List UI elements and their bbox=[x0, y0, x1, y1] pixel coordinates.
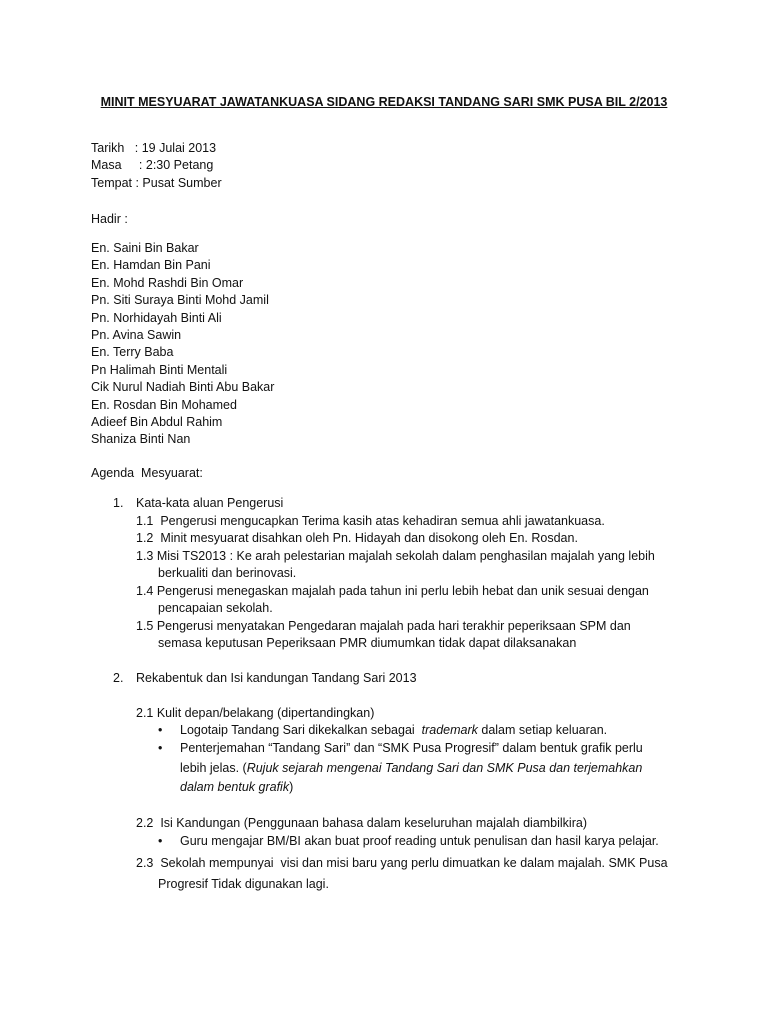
bullet-text-line3-post: ) bbox=[289, 780, 294, 794]
section-2-3-cont: Progresif Tidak digunakan lagi. bbox=[158, 877, 329, 891]
agenda-1-5: 1.5 Pengerusi menyatakan Pengedaran majalah pada hari terakhir peperiksaan SPM dan bbox=[136, 619, 631, 633]
bullet-icon: • bbox=[158, 723, 163, 737]
bullet-text-line3-italic: dalam bentuk grafik bbox=[180, 780, 290, 794]
attendee: Pn. Norhidayah Binti Ali bbox=[91, 310, 222, 325]
bullet-logotaip bbox=[158, 722, 607, 739]
agenda-1-number: 1. bbox=[113, 496, 124, 510]
bullet-text-line2-pre: lebih jelas. ( bbox=[180, 761, 247, 775]
agenda-1-3-cont: berkualiti dan berinovasi. bbox=[158, 566, 297, 580]
agenda-1-2: 1.2 Minit mesyuarat disahkan oleh Pn. Hidayah dan disokong oleh En. Rosdan. bbox=[136, 531, 578, 545]
attendee: En. Rosdan Bin Mohamed bbox=[91, 397, 237, 412]
attendee: Pn. Siti Suraya Binti Mohd Jamil bbox=[91, 293, 269, 308]
bullet-icon: • bbox=[158, 834, 163, 848]
meta-tempat: Tempat : Pusat Sumber bbox=[91, 175, 222, 190]
section-2-3: 2.3 Sekolah mempunyai visi dan misi baru yang perlu dimuatkan ke dalam majalah. SMK Pusa bbox=[136, 856, 668, 870]
agenda-label: Agenda Mesyuarat: bbox=[91, 466, 203, 480]
attendee: En. Terry Baba bbox=[91, 345, 174, 360]
attendee: Cik Nurul Nadiah Binti Abu Bakar bbox=[91, 380, 275, 395]
agenda-1-1: 1.1 Pengerusi mengucapkan Terima kasih atas kehadiran semua ahli jawatankuasa. bbox=[136, 514, 605, 528]
agenda-1-title: Kata-kata aluan Pengerusi bbox=[136, 496, 284, 510]
section-2-2: 2.2 Isi Kandungan (Penggunaan bahasa dalam keseluruhan majalah diambilkira) bbox=[136, 816, 587, 830]
bullet-penterjemahan bbox=[158, 740, 643, 757]
bullet-text: Guru mengajar BM/BI akan buat proof reading untuk penulisan dan hasil karya pelajar. bbox=[180, 834, 659, 848]
bullet-penterjemahan-line3 bbox=[180, 779, 293, 796]
hadir-label: Hadir : bbox=[91, 212, 128, 226]
section-2-1: 2.1 Kulit depan/belakang (dipertandingkan) bbox=[136, 706, 375, 720]
bullet-text-pre: Logotaip Tandang Sari dikekalkan sebagai bbox=[180, 723, 422, 737]
attendee-list bbox=[91, 240, 274, 449]
attendee: Pn Halimah Binti Mentali bbox=[91, 362, 228, 377]
attendee: Adieef Bin Abdul Rahim bbox=[91, 415, 223, 430]
attendee: En. Saini Bin Bakar bbox=[91, 241, 199, 255]
meta-tarikh: Tarikh : 19 Julai 2013 bbox=[91, 141, 217, 155]
meta-block bbox=[91, 140, 222, 192]
agenda-1-3: 1.3 Misi TS2013 : Ke arah pelestarian majalah sekolah dalam penghasilan majalah yang lebih bbox=[136, 549, 655, 563]
bullet-guru bbox=[158, 833, 659, 850]
agenda-2-title: Rekabentuk dan Isi kandungan Tandang Sari 2013 bbox=[136, 671, 417, 685]
meta-masa: Masa : 2:30 Petang bbox=[91, 158, 214, 173]
agenda-1-5-cont: semasa keputusan Peperiksaan PMR diumumkan tidak dapat dilaksanakan bbox=[158, 636, 577, 650]
bullet-penterjemahan-line2 bbox=[180, 760, 642, 777]
attendee: En. Mohd Rashdi Bin Omar bbox=[91, 275, 244, 290]
agenda-1-4: 1.4 Pengerusi menegaskan majalah pada tahun ini perlu lebih hebat dan unik sesuai dengan bbox=[136, 584, 649, 598]
agenda-1-4-cont: pencapaian sekolah. bbox=[158, 601, 273, 615]
attendee: Pn. Avina Sawin bbox=[91, 328, 182, 343]
bullet-text-line1: Penterjemahan “Tandang Sari” dan “SMK Pusa Progresif” dalam bentuk grafik perlu bbox=[180, 741, 643, 755]
attendee: Shaniza Binti Nan bbox=[91, 432, 191, 447]
attendee: En. Hamdan Bin Pani bbox=[91, 258, 211, 273]
bullet-icon: • bbox=[158, 741, 163, 755]
bullet-text-trademark: trademark bbox=[421, 723, 478, 737]
agenda-2-number: 2. bbox=[113, 671, 124, 685]
document-title: MINIT MESYUARAT JAWATANKUASA SIDANG REDAKSI TANDANG SARI SMK PUSA BIL 2/2013 bbox=[100, 95, 668, 109]
bullet-text-line2-italic: Rujuk sejarah mengenai Tandang Sari dan SMK Pusa dan terjemahkan bbox=[246, 761, 643, 775]
bullet-text-post: dalam setiap keluaran. bbox=[477, 723, 608, 737]
